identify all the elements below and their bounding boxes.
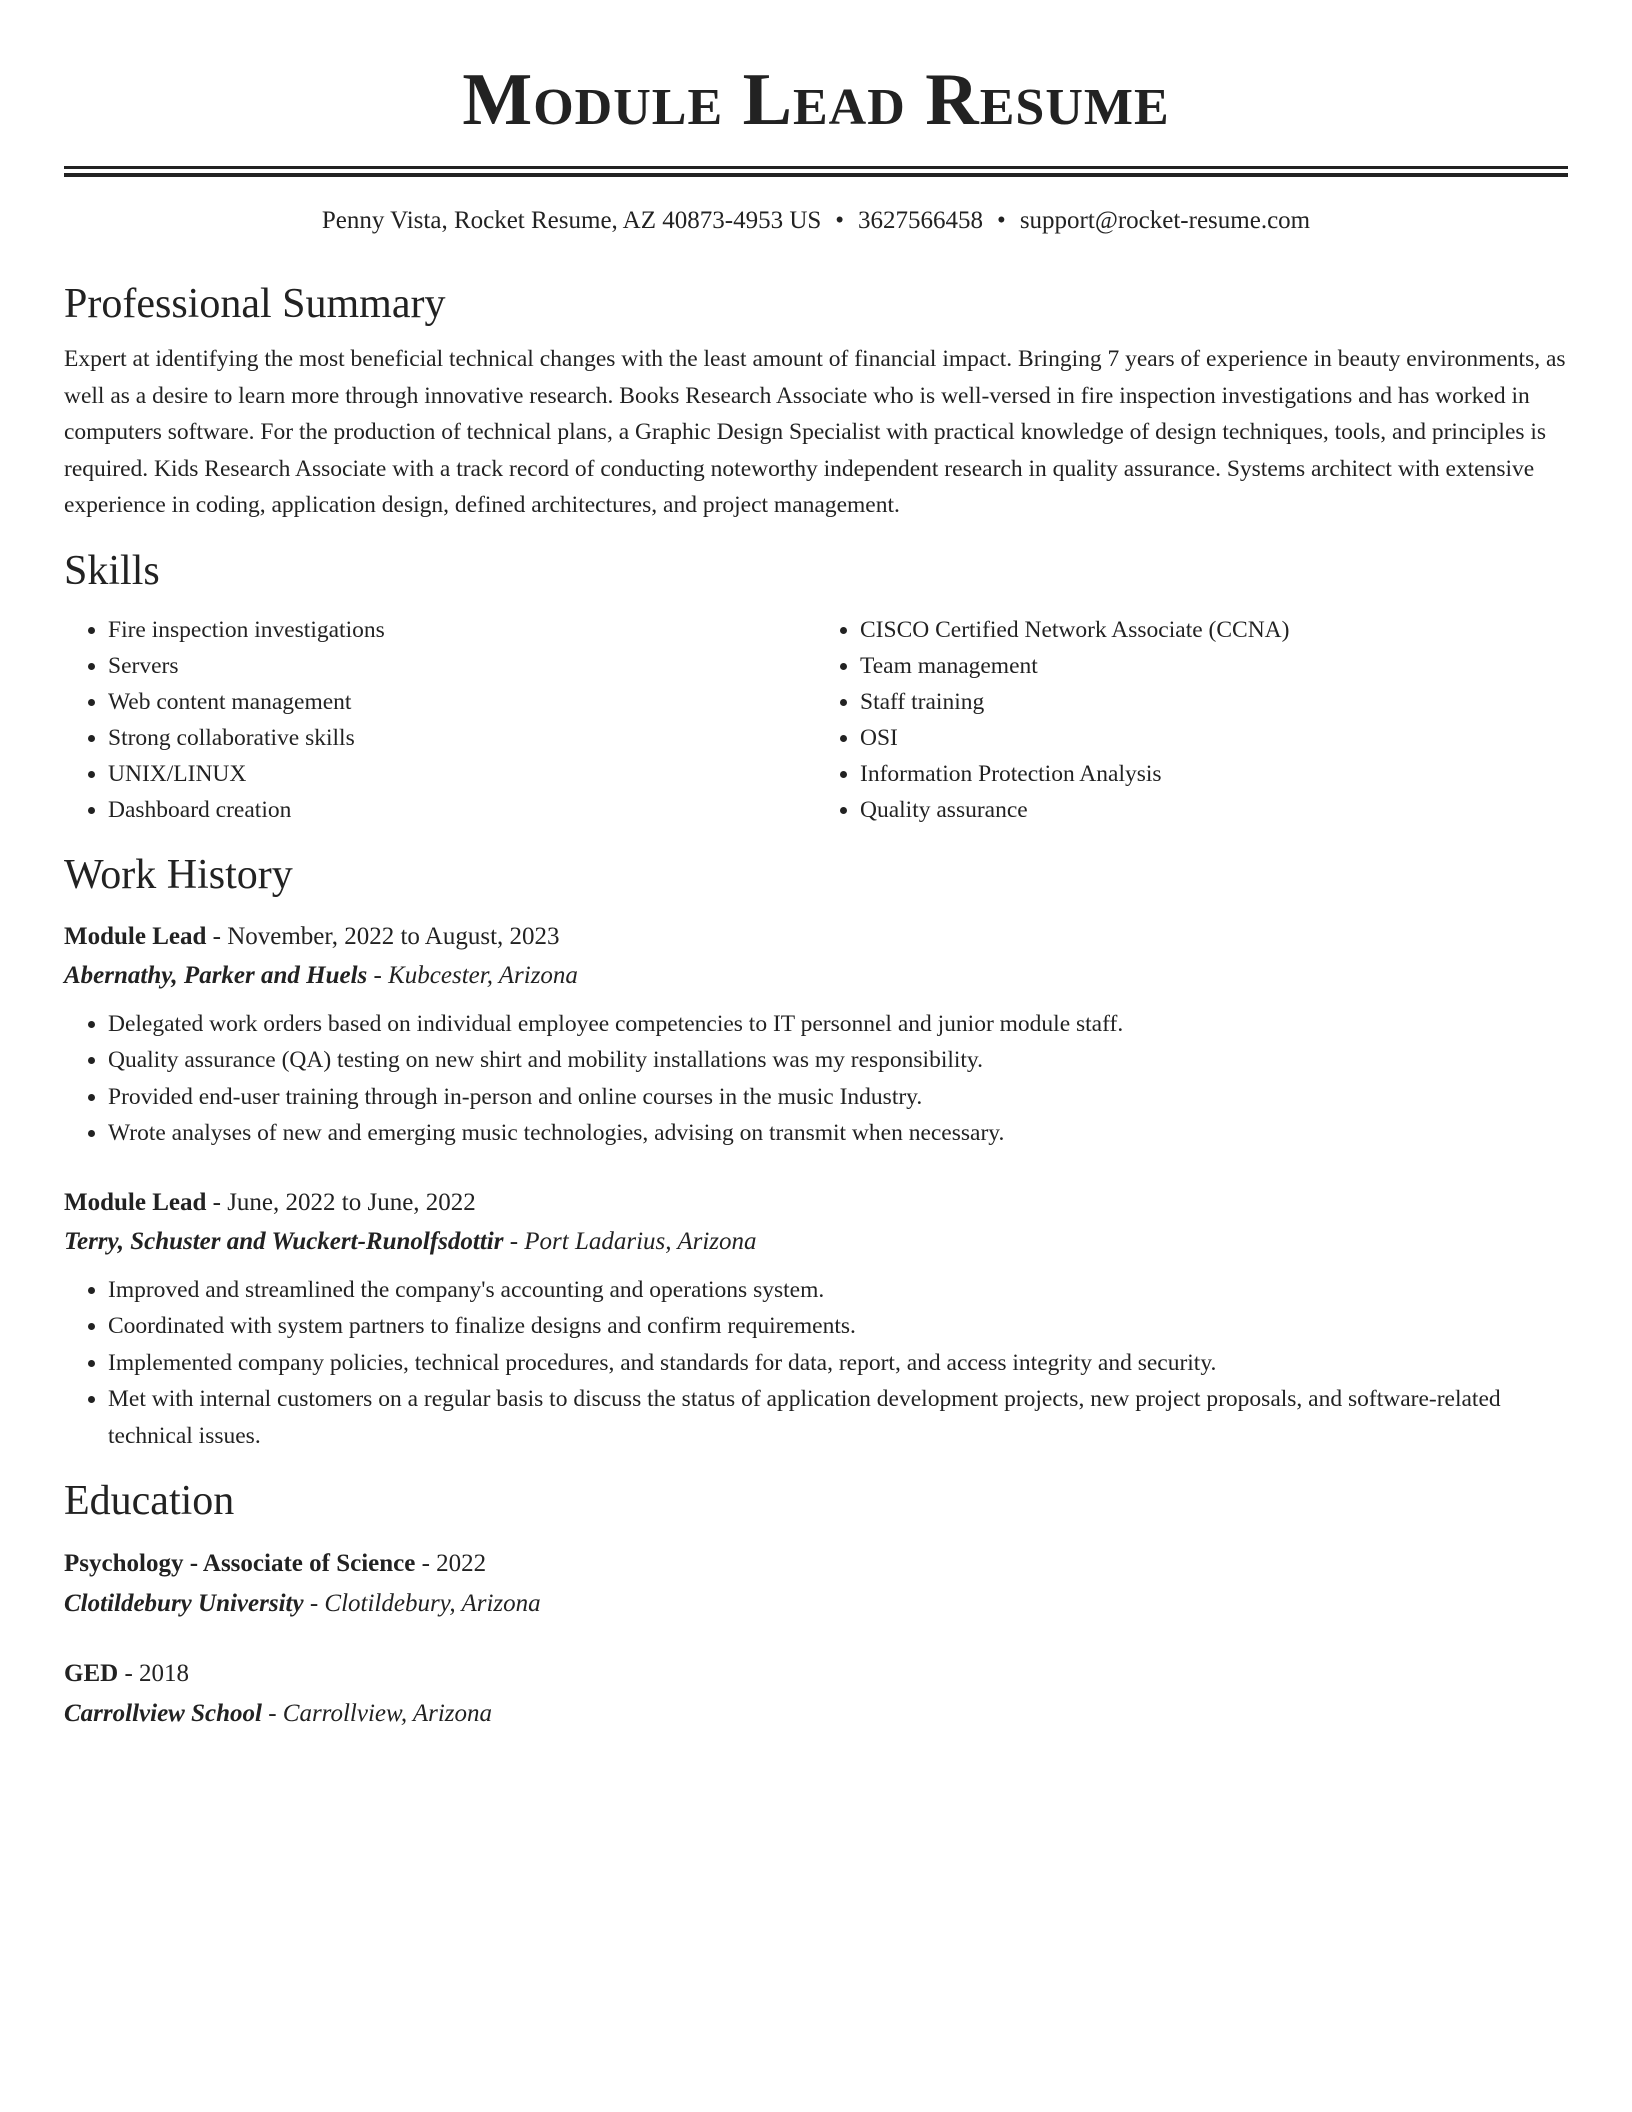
skills-list [64, 612, 1568, 828]
job-bullet: • Implemented company policies, technical procedures, and standards for data, report, and access integrity and security. [108, 1345, 1568, 1382]
job-location: - Port Ladarius, Arizona [503, 1227, 757, 1255]
job-dates: - June, 2022 to June, 2022 [206, 1188, 476, 1216]
contact-phone: 3627566458 [858, 207, 984, 234]
education-entry [64, 1544, 1568, 1624]
skill-item: • Strong collaborative skills [108, 720, 816, 756]
job-dates: - November, 2022 to August, 2023 [206, 922, 560, 950]
job-entry [64, 918, 1568, 1152]
skill-item: • Web content management [108, 684, 816, 720]
job-company-line [64, 1222, 1568, 1262]
skill-item: • Fire inspection investigations [108, 612, 816, 648]
job-bullet: • Met with internal customers on a regular basis to discuss the status of application development projects, new project proposals, and software-related technical issues. [108, 1381, 1568, 1454]
job-title-line [64, 918, 1568, 956]
education-school: Carrollview School [64, 1700, 262, 1727]
skills-heading: Skills [64, 547, 160, 594]
job-bullet: • Provided end-user training through in-person and online courses in the music Industry. [108, 1079, 1568, 1116]
job-title: Module Lead [64, 922, 207, 950]
contact-email: support@rocket-resume.com [1019, 207, 1311, 234]
skill-item: • Dashboard creation [108, 792, 816, 828]
education-location: - Carrollview, Arizona [261, 1700, 493, 1727]
job-bullet: • Coordinated with system partners to finalize designs and confirm requirements. [108, 1308, 1568, 1345]
education-degree: Psychology - Associate of Science [64, 1550, 416, 1577]
education-school-line [64, 1584, 1568, 1624]
education-school-line [64, 1694, 1568, 1734]
contact-separator: • [835, 207, 845, 234]
education-heading: Education [64, 1478, 235, 1524]
job-title: Module Lead [64, 1188, 207, 1216]
education-year: - 2022 [415, 1550, 487, 1577]
job-bullet: • Wrote analyses of new and emerging music technologies, advising on transmit when necessary. [108, 1115, 1568, 1152]
title-divider [64, 166, 1568, 177]
skill-item: • Information Protection Analysis [860, 756, 1568, 792]
education-year: - 2018 [118, 1660, 190, 1687]
contact-address: Penny Vista, Rocket Resume, AZ 40873-4953 US [321, 207, 822, 234]
skill-item: • UNIX/LINUX [108, 756, 816, 792]
skills-column-right [816, 612, 1568, 828]
education-entry [64, 1654, 1568, 1734]
job-company: Terry, Schuster and Wuckert-Runolfsdottir [64, 1227, 504, 1255]
skill-item: • Servers [108, 648, 816, 684]
job-bullet: • Delegated work orders based on individual employee competencies to IT personnel and junior module staff. [108, 1006, 1568, 1043]
resume-title: Module Lead Resume [462, 59, 1170, 141]
education-degree: GED [64, 1660, 119, 1687]
education-degree-line [64, 1544, 1568, 1584]
skills-column-left [64, 612, 816, 828]
job-entry [64, 1184, 1568, 1455]
skill-item: • CISCO Certified Network Associate (CCNA) [860, 612, 1568, 648]
skill-item: • OSI [860, 720, 1568, 756]
skill-item: • Staff training [860, 684, 1568, 720]
job-bullets [64, 1272, 1568, 1455]
job-bullets [64, 1006, 1568, 1152]
job-bullet: • Improved and streamlined the company's accounting and operations system. [108, 1272, 1568, 1309]
job-title-line [64, 1184, 1568, 1222]
summary-heading: Professional Summary [64, 281, 446, 327]
education-location: - Clotildebury, Arizona [303, 1590, 541, 1617]
contact-separator: • [997, 207, 1006, 234]
job-location: - Kubcester, Arizona [367, 961, 578, 989]
education-degree-line [64, 1654, 1568, 1694]
summary-text: Expert at identifying the most beneficial technical changes with the least amount of financial impact. Bringing 7 years of experience in beauty environments, as well as a desire to learn more through innovative research. Books Research Associate who is well-versed in fire inspection investigations and has worked in computers software. For the production of technical plans, a Graphic Design Specialist with practical knowledge of design techniques, tools, and principles is required. Kids Research Associate with a track record of conducting noteworthy independent research in quality assurance. Systems architect with extensive experience in coding, application design, defined architectures, and project management. [64, 346, 1566, 518]
skill-item: • Team management [860, 648, 1568, 684]
skill-item: • Quality assurance [860, 792, 1568, 828]
job-bullet: • Quality assurance (QA) testing on new shirt and mobility installations was my responsibility. [108, 1042, 1568, 1079]
contact-line [64, 205, 1568, 237]
job-company: Abernathy, Parker and Huels [64, 961, 368, 989]
work-history-heading: Work History [64, 851, 293, 898]
job-company-line [64, 956, 1568, 996]
education-school: Clotildebury University [64, 1590, 304, 1617]
